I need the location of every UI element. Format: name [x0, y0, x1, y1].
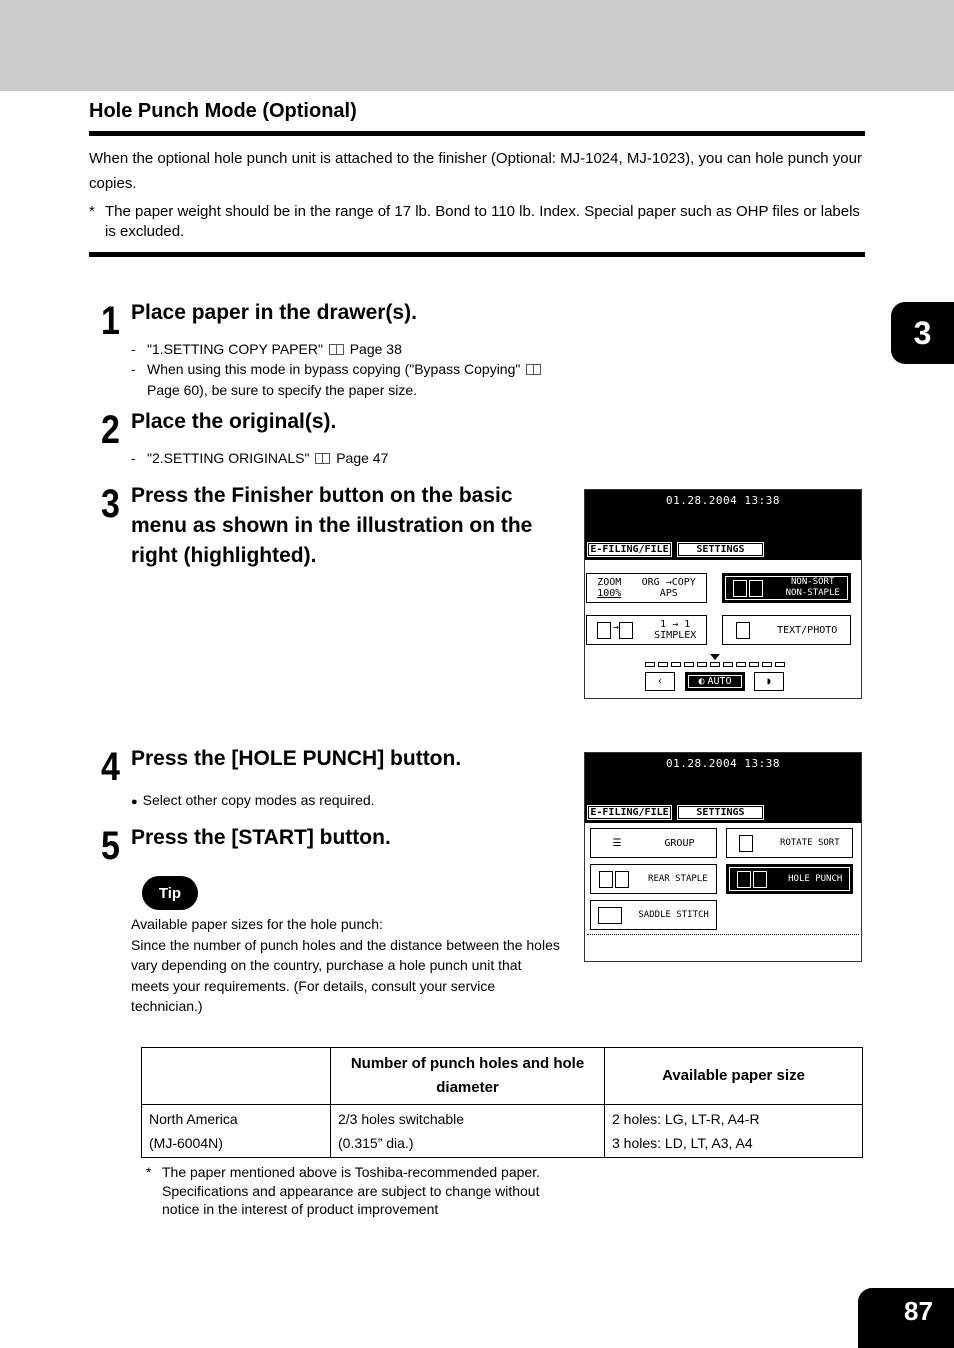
step-4-title: Press the [HOLE PUNCH] button.	[131, 747, 462, 770]
table-cell-holes: 2/3 holes switchable (0.315” dia.)	[331, 1105, 605, 1158]
screen-divider	[587, 934, 859, 935]
staple-icon	[599, 871, 613, 888]
tip-badge: Tip	[142, 876, 198, 910]
group-icon: ☰	[612, 837, 622, 849]
lighter-button[interactable]	[645, 672, 675, 691]
duplex-button[interactable]: → 1 → 1 SIMPLEX	[586, 615, 707, 645]
saddle-stitch-button[interactable]: SADDLE STITCH	[590, 900, 717, 930]
tip-text: Available paper sizes for the hole punch: Since the number of punch holes and the distance between the holes vary depending on the country, purchase a hole punch unit that meets your requirements. (For details, consult your service technician.)	[131, 916, 560, 1014]
title-rule	[89, 131, 865, 136]
auto-density-button[interactable]: ◐ AUTO	[685, 672, 745, 691]
note-text: The paper weight should be in the range of 17 lb. Bond to 110 lb. Index. Special paper such as OHP files or labels is excluded.	[105, 203, 860, 240]
step-3-number: 3	[101, 482, 120, 526]
basic-menu-screen	[584, 489, 862, 699]
settings-tab[interactable]: SETTINGS	[677, 542, 764, 557]
table-header-row	[142, 1048, 863, 1105]
hole-punch-icon	[737, 871, 751, 888]
booklet-icon	[598, 907, 622, 924]
hole-punch-icon	[753, 871, 767, 888]
step-1-title: Place paper in the drawer(s).	[131, 301, 417, 324]
step-4-bullet: ● Select other copy modes as required.	[131, 792, 375, 808]
book-icon	[526, 364, 541, 375]
page-number: 87	[858, 1288, 954, 1348]
sheet-icon	[733, 580, 747, 597]
section-bottom-rule	[89, 252, 865, 257]
screen-clock: 01.28.2004 13:38	[666, 494, 780, 507]
step-2-number: 2	[101, 408, 120, 452]
table-header-holes: Number of punch holes and hole diameter	[331, 1048, 605, 1105]
text-photo-button[interactable]: TEXT/PHOTO	[722, 615, 851, 645]
step-1-number: 1	[101, 299, 120, 343]
settings-tab[interactable]: SETTINGS	[677, 805, 764, 820]
chapter-tab: 3	[891, 302, 954, 364]
table-footnote	[146, 1163, 576, 1219]
paper-weight-note	[89, 202, 865, 242]
step-3-title: Press the Finisher button on the basic menu as shown in the illustration on the right (highlighted).	[131, 484, 533, 567]
step-2-line-1: - "2.SETTING ORIGINALS" Page 47	[131, 450, 389, 466]
step-5-number: 5	[101, 824, 120, 868]
density-scale	[645, 662, 785, 667]
density-pointer-icon	[710, 654, 720, 660]
paper-size-table	[141, 1047, 863, 1158]
screen-clock: 01.28.2004 13:38	[666, 757, 780, 770]
footnote-asterisk: *	[146, 1164, 152, 1180]
table-cell-region: North America (MJ-6004N)	[142, 1105, 331, 1158]
rotate-sort-button[interactable]: ROTATE SORT	[726, 828, 853, 858]
table-cell-sizes: 2 holes: LG, LT-R, A4-R 3 holes: LD, LT, A3, A4	[605, 1105, 863, 1158]
zoom-button[interactable]: ZOOM 100% ORG →COPY APS	[586, 573, 707, 603]
auto-icon: ◐	[698, 676, 705, 687]
table-header-blank	[142, 1048, 331, 1105]
rear-staple-button[interactable]: REAR STAPLE	[590, 864, 717, 894]
section-title: Hole Punch Mode (Optional)	[89, 100, 357, 122]
sheet-icon	[597, 622, 611, 639]
step-1-line-1: - "1.SETTING COPY PAPER" Page 38	[131, 341, 402, 357]
intro-text: When the optional hole punch unit is attached to the finisher (Optional: MJ-1024, MJ-1023), you can hole punch your copies.	[89, 150, 862, 192]
hole-punch-button[interactable]: HOLE PUNCH	[726, 864, 853, 894]
darker-button[interactable]	[754, 672, 784, 691]
step-1-line-2: - When using this mode in bypass copying ("Bypass Copying" Page 60), be sure to specify the paper size.	[131, 359, 581, 401]
e-filing-tab[interactable]: E-FILING/FILE	[587, 805, 672, 820]
bullet-icon: ●	[131, 796, 138, 808]
finisher-menu-screen	[584, 752, 862, 962]
half-moon-icon: ◗	[765, 676, 773, 687]
finisher-button[interactable]: NON-SORT NON-STAPLE	[722, 573, 851, 603]
chevron-left-icon: ‹	[656, 676, 664, 687]
step-5-title: Press the [START] button.	[131, 826, 391, 849]
step-2-title: Place the original(s).	[131, 410, 337, 433]
book-icon	[315, 453, 330, 464]
sheet-icon	[749, 580, 763, 597]
footnote-text: The paper mentioned above is Toshiba-recommended paper. Specifications and appearance are subject to change without notice in the interest of product improvement	[162, 1164, 540, 1217]
header-band	[0, 0, 954, 91]
table-header-sizes: Available paper size	[605, 1048, 863, 1105]
document-icon	[736, 622, 750, 639]
staple-icon	[615, 871, 629, 888]
book-icon	[329, 344, 344, 355]
step-4-number: 4	[101, 745, 120, 789]
table-row	[142, 1105, 863, 1158]
e-filing-tab[interactable]: E-FILING/FILE	[587, 542, 672, 557]
note-asterisk: *	[89, 203, 95, 220]
group-button[interactable]: ☰ GROUP	[590, 828, 717, 858]
rotate-sort-icon	[739, 835, 753, 852]
sheet-icon	[619, 622, 633, 639]
